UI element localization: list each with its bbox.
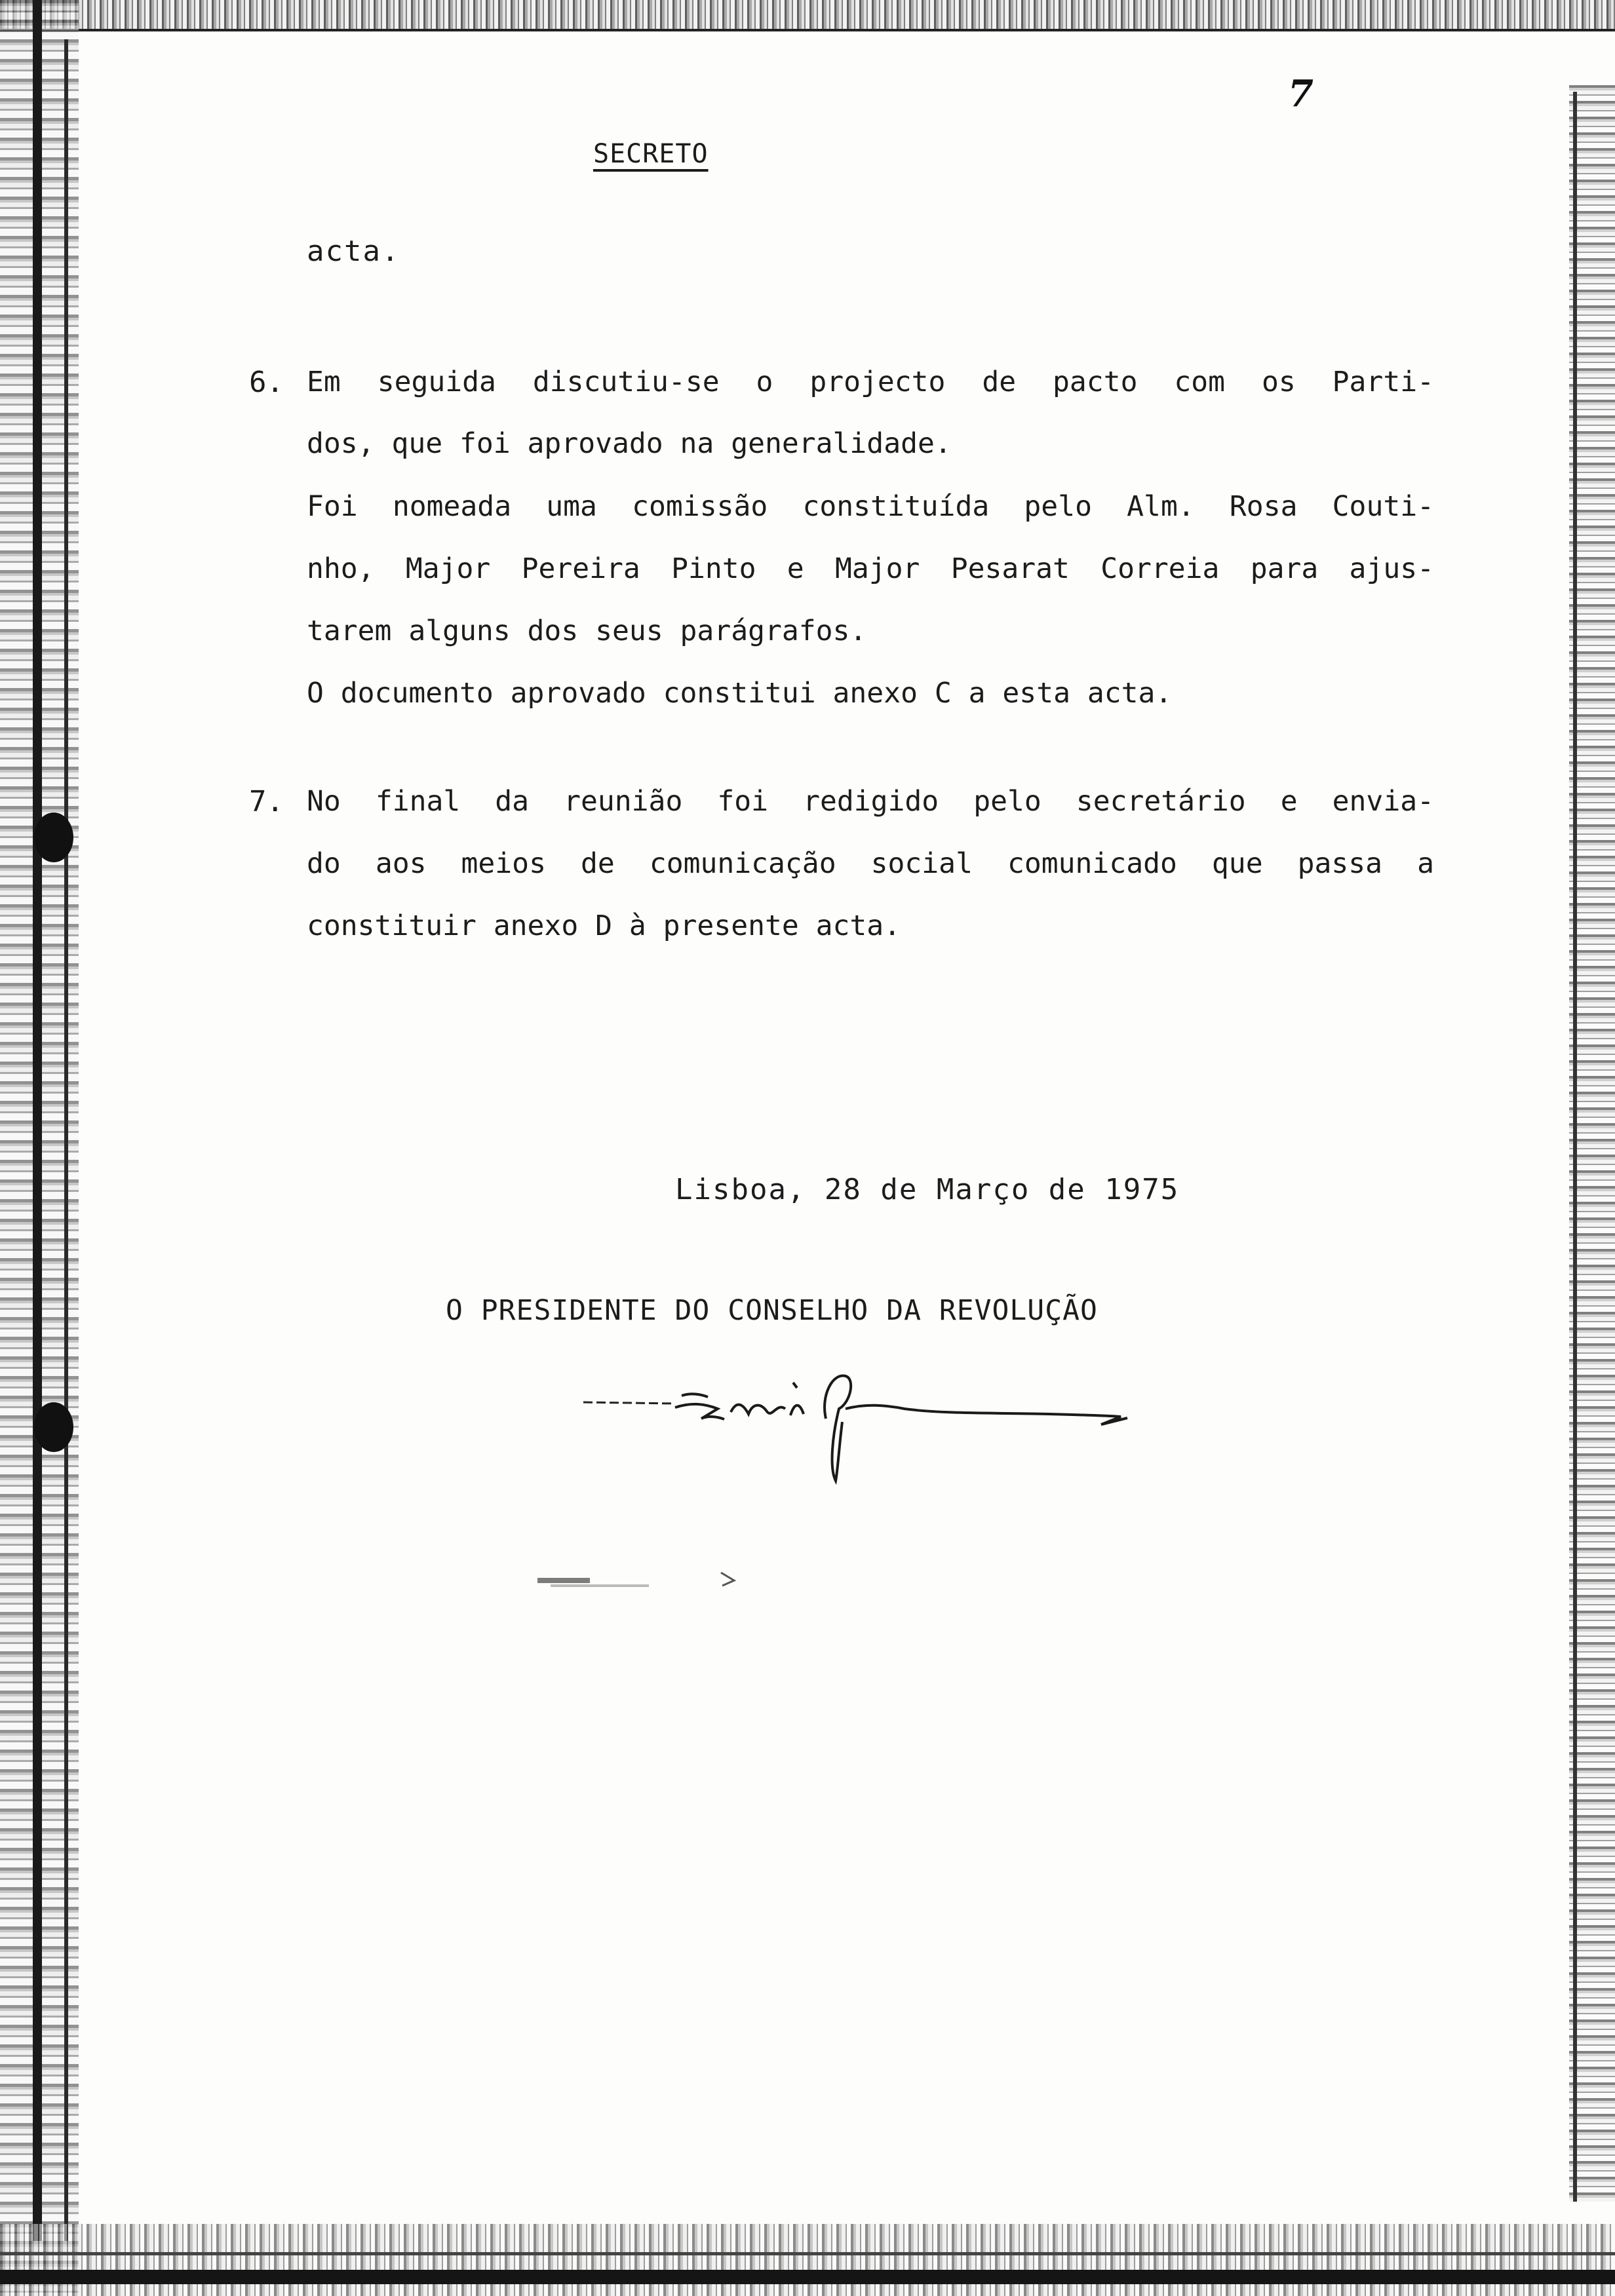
scan-edge-left-rule <box>64 39 68 2241</box>
punch-hole-lower <box>34 1402 73 1452</box>
place-and-date: Lisboa, 28 de Março de 1975 <box>675 1173 1180 1206</box>
item-6-line-6: O documento aprovado constitui anexo C a esta acta. <box>307 677 1173 710</box>
item-6-line-4: nho, Major Pereira Pinto e Major Pesarat Correia para ajus- <box>307 552 1434 585</box>
item-number-7: 7. <box>249 785 284 818</box>
scan-edge-left-bar <box>33 0 42 2241</box>
item-7-line-1: No final da reunião foi redigido pelo secretário e envia- <box>307 785 1434 818</box>
scan-edge-top-line <box>0 29 1615 31</box>
item-6-line-2: dos, que foi aprovado na generalidade. <box>307 427 952 460</box>
page-number: 7 <box>1288 72 1313 115</box>
scan-edge-right-rule <box>1573 92 1577 2202</box>
handwritten-signature <box>577 1356 1140 1501</box>
scan-edge-bottom-rule <box>0 2252 1615 2255</box>
classification-heading: SECRETO <box>593 139 709 169</box>
item-7-line-3: constituir anexo D à presente acta. <box>307 909 901 942</box>
scan-edge-bottom <box>0 2224 1615 2296</box>
item-7-line-2: do aos meios de comunicação social comunicado que passa a <box>307 847 1434 880</box>
item-6-line-1: Em seguida discutiu-se o projecto de pacto com os Parti- <box>307 366 1434 398</box>
item-6-line-5: tarem alguns dos seus parágrafos. <box>307 615 867 647</box>
item-number-6: 6. <box>249 366 284 399</box>
scan-edge-top <box>0 0 1615 30</box>
item-6-line-3: Foi nomeada uma comissão constituída pelo Alm. Rosa Couti- <box>307 490 1434 523</box>
carryover-text: acta. <box>307 235 400 268</box>
punch-hole-upper <box>34 813 73 862</box>
signatory-title: O PRESIDENTE DO CONSELHO DA REVOLUÇÃO <box>446 1294 1098 1327</box>
scan-smudge <box>537 1566 773 1605</box>
scan-edge-bottom-bar <box>0 2270 1615 2284</box>
